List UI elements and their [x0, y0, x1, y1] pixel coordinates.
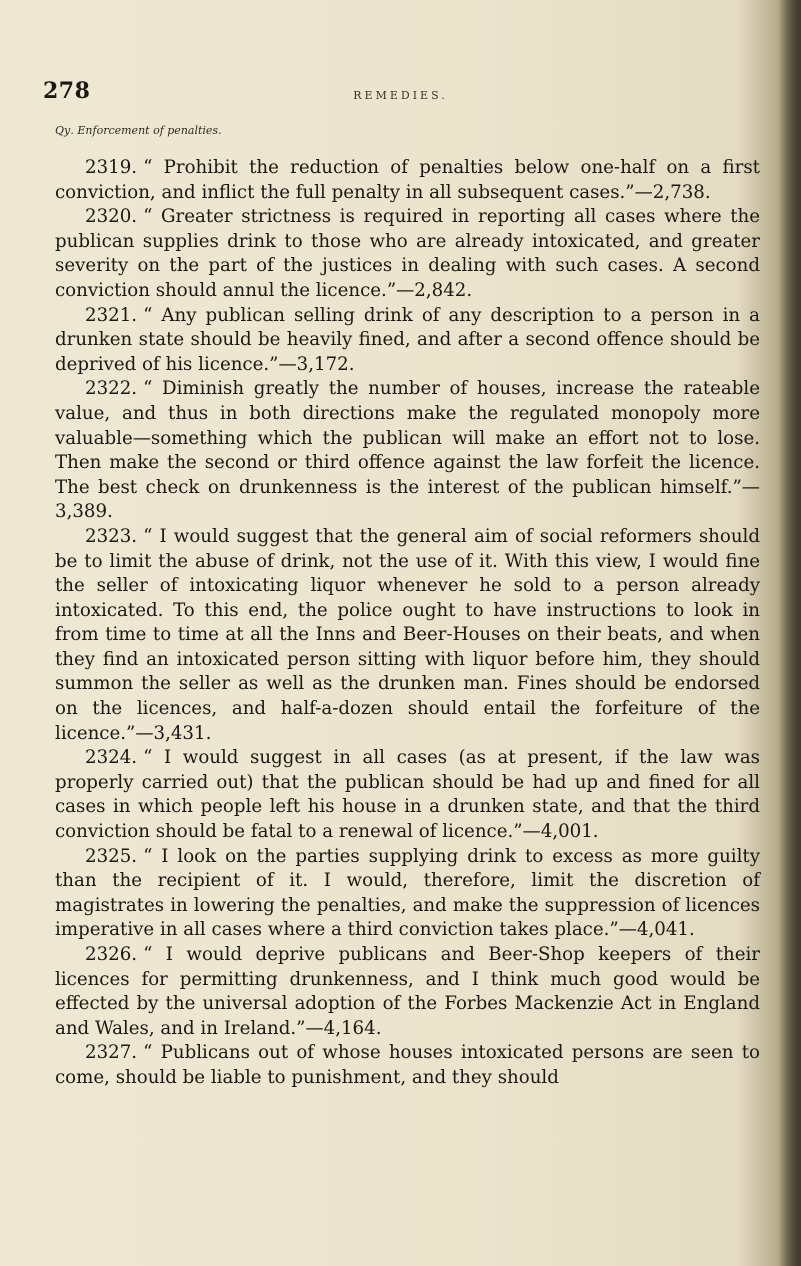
paragraph-number: 2324. [85, 747, 138, 769]
paragraph-text: “ Prohibit the reduction of penalties below one-half on a first conviction, and inflict the full penalty in all subsequent cases.”—2,738. [55, 157, 760, 203]
paragraph-text: “ I look on the parties supplying drink to excess as more guilty than the recipient of it. I would, therefore, limit the discretion of magistrates in lowering the penalties, and make the suppression of licences imperative in all cases where a third conviction takes place.”—4,041. [55, 845, 760, 941]
paragraph-2327 [55, 1041, 760, 1090]
page-edge-shadow [779, 0, 801, 1266]
paragraph-2323 [55, 525, 760, 746]
paragraph-text: “ Diminish greatly the number of houses, increase the rateable value, and thus in both directions make the regulated monopoly more valuable—something which the publican will make an effort not to lose. Then make the second or third offence against the law forfeit the licence. The best check on drunkenness is the interest of the publican himself.”—3,389. [55, 378, 760, 523]
paragraph-text: “ Greater strictness is required in reporting all cases where the publican supplies drink to those who are already intoxicated, and greater severity on the part of the justices in dealing with such cases. A second conviction should annul the licence.”—2,842. [55, 206, 760, 301]
paragraph-number: 2322. [85, 378, 138, 400]
paragraph-number: 2325. [85, 845, 138, 867]
paragraph-number: 2326. [85, 944, 138, 965]
paragraph-text: “ Publicans out of whose houses intoxicated persons are seen to come, should be liable to punishment, and they should [55, 1042, 760, 1088]
paragraph-2322 [55, 377, 760, 525]
paragraph-number: 2320. [85, 206, 138, 228]
paragraph-number: 2319. [85, 157, 138, 178]
paragraph-2320 [55, 205, 760, 303]
paragraph-2326 [55, 943, 760, 1041]
paragraph-2319 [55, 156, 760, 205]
body-text [55, 156, 760, 1091]
running-head: REMEDIES. [353, 89, 448, 102]
paragraph-number: 2321. [85, 304, 138, 326]
paragraph-number: 2327. [85, 1042, 138, 1064]
paragraph-text: “ I would suggest in all cases (as at present, if the law was properly carried out) that the publican should be had up and fined for all cases in which people left his house in a drunken state, and that the third conviction should be fatal to a renewal of licence.”—4,001. [55, 747, 760, 843]
page-number: 278 [43, 78, 91, 104]
paragraph-text: “ I would suggest that the general aim of social reformers should be to limit the abuse of drink, not the use of it. With this view, I would fine the seller of intoxicating liquor whenever he sold to a person already intoxicated. To this end, the police ought to have instructions to look in from time to time at all the Inns and Beer-Houses on their beats, and when they find an intoxicated person sitting with liquor before him, they should summon the seller as well as the drunken man. Fines should be endorsed on the licences, and half-a-dozen should entail the forfeiture of the licence.”—3,431. [55, 525, 760, 744]
marginal-note: Qу. Enforcement of penalties. [55, 124, 222, 137]
paragraph-2325 [55, 845, 760, 943]
paragraph-2324 [55, 746, 760, 844]
paragraph-text: “ I would deprive publicans and Beer-Shop keepers of their licences for permitting drunkenness, and I think much good would be effected by the universal adoption of the Forbes Mackenzie Act in England and Wales, and in Ireland.”—4,164. [55, 944, 760, 1039]
paragraph-2321 [55, 304, 760, 378]
paragraph-text: “ Any publican selling drink of any description to a person in a drunken state should be heavily fined, and after a second offence should be deprived of his licence.”—3,172. [55, 304, 760, 375]
paragraph-number: 2323. [85, 525, 138, 547]
